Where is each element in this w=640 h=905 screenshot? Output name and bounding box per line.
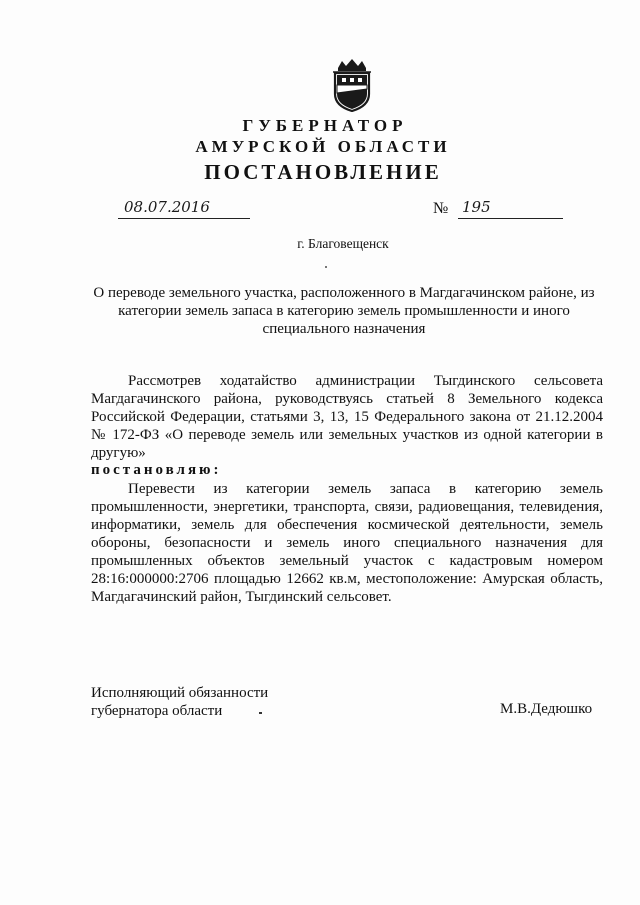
document-title: О переводе земельного участка, расположенного в Магдагачинском районе, из категории земель запаса в категорию земель промышленности и иного специального назначения: [93, 285, 595, 337]
city-line: г. Благовещенск: [297, 236, 389, 251]
signature-mark: [259, 712, 262, 714]
preamble-paragraph: Рассмотрев ходатайство администрации Тыгдинского сельсовета Магдагачинского района, руководствуясь статьей 8 Земельного кодекса Российской Федерации, статьями 3, 13, 15 Федерального закона от 21.12.2004 № 172-ФЗ «О переводе земель или земельных участков из одной категории в другую»: [91, 373, 603, 461]
decree-paragraph: Перевести из категории земель запаса в категорию земель промышленности, энергетики, транспорта, связи, радиовещания, телевидения, информатики, земель для обеспечения космической деятельности, земель обороны, безопасности и земель иного специального назначения для промышленных объектов земельный участок с кадастровым номером 28:16:000000:2706 площадью 12662 кв.м, местоположение: Амурская область, Магдагачинский район, Тыгдинский сельсовет.: [91, 481, 603, 605]
handwritten-number: 195: [462, 198, 491, 216]
signatory-position: [91, 684, 268, 720]
document-type: ПОСТАНОВЛЕНИЕ: [204, 160, 442, 184]
header-region: АМУРСКОЙ ОБЛАСТИ: [195, 137, 451, 156]
handwritten-date: 08.07.2016: [124, 198, 210, 216]
coat-of-arms-icon: [330, 58, 374, 112]
signatory-name: М.В.Дедюшко: [500, 701, 593, 717]
signatory-position-line1: Исполняющий обязанности: [91, 685, 269, 701]
number-label: №: [433, 200, 449, 217]
decree-word: постановляю:: [91, 462, 222, 478]
date-field: [118, 198, 250, 219]
number-field: [458, 198, 563, 219]
header-governor: ГУБЕРНАТОР: [242, 116, 408, 135]
signatory-position-line2: губернатора области: [91, 703, 223, 719]
scan-speck: [325, 266, 327, 268]
